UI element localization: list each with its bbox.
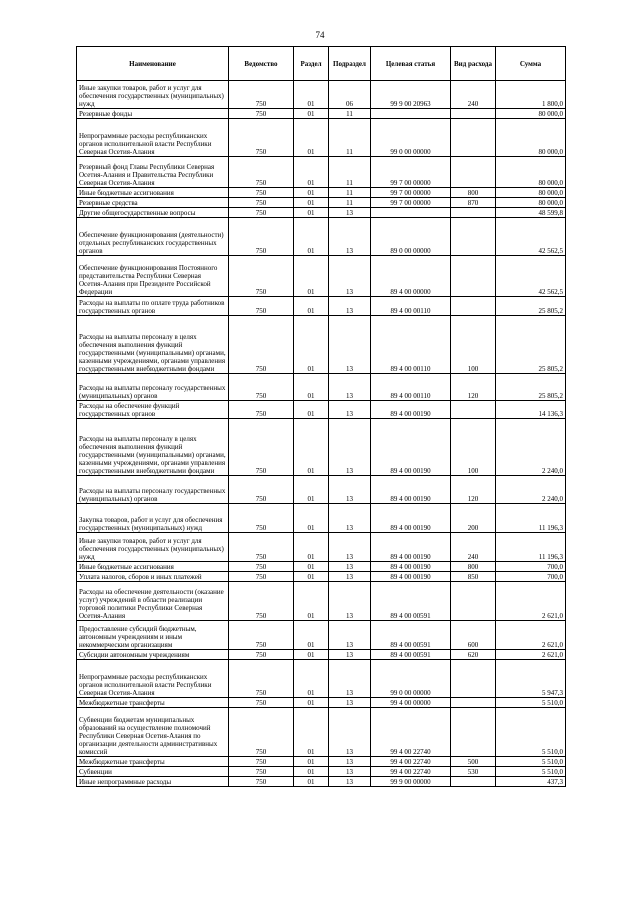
table-row bbox=[77, 81, 566, 109]
header-razdel: Раздел bbox=[294, 47, 329, 81]
row-podrazdel: 13 bbox=[329, 572, 371, 582]
row-name: Резервные средства bbox=[77, 198, 229, 208]
row-name: Субвенции bbox=[77, 767, 229, 777]
row-vid-rashoda: 850 bbox=[451, 572, 496, 582]
table-row bbox=[77, 767, 566, 777]
row-summa: 437,3 bbox=[496, 777, 566, 787]
row-podrazdel: 13 bbox=[329, 621, 371, 650]
row-vid-rashoda bbox=[451, 109, 496, 119]
row-podrazdel: 13 bbox=[329, 698, 371, 708]
row-summa: 11 196,3 bbox=[496, 533, 566, 562]
row-vedomstvo: 750 bbox=[229, 157, 294, 188]
row-podrazdel: 13 bbox=[329, 374, 371, 401]
table-row bbox=[77, 119, 566, 157]
table-row bbox=[77, 757, 566, 767]
table-row bbox=[77, 374, 566, 401]
row-celevaya-statya: 89 4 00 00190 bbox=[371, 533, 451, 562]
row-vid-rashoda bbox=[451, 119, 496, 157]
row-celevaya-statya bbox=[371, 109, 451, 119]
row-vid-rashoda bbox=[451, 698, 496, 708]
row-vedomstvo: 750 bbox=[229, 208, 294, 218]
row-celevaya-statya: 89 4 00 00000 bbox=[371, 256, 451, 297]
row-vedomstvo: 750 bbox=[229, 660, 294, 698]
row-celevaya-statya: 89 4 00 00190 bbox=[371, 401, 451, 419]
row-name: Расходы на обеспечение деятельности (оказание услуг) учреждений в области реализации торговой политики Республики Северная Осетия-Алания bbox=[77, 582, 229, 621]
row-vid-rashoda: 120 bbox=[451, 476, 496, 504]
row-podrazdel: 13 bbox=[329, 708, 371, 757]
row-razdel: 01 bbox=[294, 476, 329, 504]
row-razdel: 01 bbox=[294, 757, 329, 767]
row-summa: 5 510,0 bbox=[496, 708, 566, 757]
table-row bbox=[77, 708, 566, 757]
table-row bbox=[77, 698, 566, 708]
row-vedomstvo: 750 bbox=[229, 476, 294, 504]
row-celevaya-statya: 89 4 00 00190 bbox=[371, 562, 451, 572]
row-vedomstvo: 750 bbox=[229, 582, 294, 621]
row-celevaya-statya: 89 4 00 00190 bbox=[371, 572, 451, 582]
row-vedomstvo: 750 bbox=[229, 698, 294, 708]
table-row bbox=[77, 572, 566, 582]
row-vid-rashoda bbox=[451, 208, 496, 218]
row-vid-rashoda: 800 bbox=[451, 562, 496, 572]
table-row bbox=[77, 419, 566, 476]
row-vedomstvo: 750 bbox=[229, 419, 294, 476]
row-name: Субсидии автономным учреждениям bbox=[77, 650, 229, 660]
row-summa: 2 621,0 bbox=[496, 650, 566, 660]
row-name: Непрограммные расходы республиканских органов исполнительной власти Республики Северная Осетия-Алания bbox=[77, 119, 229, 157]
row-razdel: 01 bbox=[294, 419, 329, 476]
row-name: Уплата налогов, сборов и иных платежей bbox=[77, 572, 229, 582]
row-vid-rashoda: 620 bbox=[451, 650, 496, 660]
row-vid-rashoda: 100 bbox=[451, 419, 496, 476]
row-vid-rashoda bbox=[451, 401, 496, 419]
row-vid-rashoda bbox=[451, 582, 496, 621]
row-vedomstvo: 750 bbox=[229, 81, 294, 109]
row-name: Иные бюджетные ассигнования bbox=[77, 188, 229, 198]
row-razdel: 01 bbox=[294, 188, 329, 198]
row-name: Расходы на выплаты персоналу в целях обеспечения выполнения функций государственными (муниципальными) органами, казенными учреждениями, органами управления государственными внебюджетными фондами bbox=[77, 316, 229, 374]
row-podrazdel: 13 bbox=[329, 316, 371, 374]
row-name: Расходы на выплаты персоналу государственных (муниципальных) органов bbox=[77, 476, 229, 504]
row-vedomstvo: 750 bbox=[229, 374, 294, 401]
table-row bbox=[77, 109, 566, 119]
row-vedomstvo: 750 bbox=[229, 188, 294, 198]
row-name: Расходы на выплаты по оплате труда работников государственных органов bbox=[77, 297, 229, 316]
row-razdel: 01 bbox=[294, 109, 329, 119]
row-celevaya-statya: 99 7 00 00000 bbox=[371, 198, 451, 208]
row-vid-rashoda: 800 bbox=[451, 188, 496, 198]
table-row bbox=[77, 533, 566, 562]
row-vedomstvo: 750 bbox=[229, 316, 294, 374]
row-razdel: 01 bbox=[294, 208, 329, 218]
row-summa: 80 000,0 bbox=[496, 109, 566, 119]
table-row bbox=[77, 198, 566, 208]
row-vedomstvo: 750 bbox=[229, 119, 294, 157]
row-summa: 700,0 bbox=[496, 572, 566, 582]
row-razdel: 01 bbox=[294, 218, 329, 256]
row-summa: 5 510,0 bbox=[496, 767, 566, 777]
row-celevaya-statya: 99 0 00 00000 bbox=[371, 660, 451, 698]
row-podrazdel: 13 bbox=[329, 208, 371, 218]
table-row bbox=[77, 316, 566, 374]
row-vedomstvo: 750 bbox=[229, 533, 294, 562]
row-razdel: 01 bbox=[294, 81, 329, 109]
row-name: Расходы на выплаты персоналу в целях обеспечения выполнения функций государственными (муниципальными) органами, казенными учреждениями, органами управления государственными внебюджетными фондами bbox=[77, 419, 229, 476]
table-row bbox=[77, 504, 566, 533]
header-celevaya-statya: Целевая статья bbox=[371, 47, 451, 81]
row-vedomstvo: 750 bbox=[229, 297, 294, 316]
row-razdel: 01 bbox=[294, 767, 329, 777]
header-name: Наименование bbox=[77, 47, 229, 81]
row-razdel: 01 bbox=[294, 582, 329, 621]
row-vedomstvo: 750 bbox=[229, 572, 294, 582]
row-podrazdel: 13 bbox=[329, 777, 371, 787]
row-summa: 2 240,0 bbox=[496, 476, 566, 504]
row-podrazdel: 11 bbox=[329, 198, 371, 208]
row-vid-rashoda: 240 bbox=[451, 81, 496, 109]
row-summa: 80 000,0 bbox=[496, 198, 566, 208]
row-name: Обеспечение функционирования Постоянного представительства Республики Северная Осетия-Алания при Президенте Российской Федерации bbox=[77, 256, 229, 297]
row-celevaya-statya: 99 0 00 00000 bbox=[371, 119, 451, 157]
header-vedomstvo: Ведомство bbox=[229, 47, 294, 81]
row-razdel: 01 bbox=[294, 256, 329, 297]
row-podrazdel: 13 bbox=[329, 660, 371, 698]
table-row bbox=[77, 208, 566, 218]
row-name: Закупка товаров, работ и услуг для обеспечения государственных (муниципальных) нужд bbox=[77, 504, 229, 533]
row-celevaya-statya: 99 4 00 22740 bbox=[371, 708, 451, 757]
row-celevaya-statya: 99 7 00 00000 bbox=[371, 157, 451, 188]
row-podrazdel: 13 bbox=[329, 504, 371, 533]
row-name: Иные закупки товаров, работ и услуг для обеспечения государственных (муниципальных) нужд bbox=[77, 533, 229, 562]
row-vid-rashoda bbox=[451, 660, 496, 698]
row-celevaya-statya bbox=[371, 208, 451, 218]
table-row bbox=[77, 660, 566, 698]
row-razdel: 01 bbox=[294, 316, 329, 374]
row-summa: 5 510,0 bbox=[496, 757, 566, 767]
row-celevaya-statya: 89 4 00 00190 bbox=[371, 504, 451, 533]
row-vid-rashoda bbox=[451, 777, 496, 787]
row-vedomstvo: 750 bbox=[229, 109, 294, 119]
table-header-row bbox=[77, 47, 566, 81]
row-vedomstvo: 750 bbox=[229, 767, 294, 777]
row-podrazdel: 13 bbox=[329, 419, 371, 476]
row-razdel: 01 bbox=[294, 572, 329, 582]
budget-table bbox=[76, 46, 566, 787]
row-summa: 5 510,0 bbox=[496, 698, 566, 708]
row-summa: 80 000,0 bbox=[496, 188, 566, 198]
row-celevaya-statya: 99 7 00 00000 bbox=[371, 188, 451, 198]
row-name: Резервные фонды bbox=[77, 109, 229, 119]
row-podrazdel: 13 bbox=[329, 476, 371, 504]
row-razdel: 01 bbox=[294, 401, 329, 419]
table-body bbox=[77, 81, 566, 787]
row-celevaya-statya: 99 4 00 00000 bbox=[371, 698, 451, 708]
row-razdel: 01 bbox=[294, 119, 329, 157]
row-vid-rashoda: 600 bbox=[451, 621, 496, 650]
table-row bbox=[77, 256, 566, 297]
row-razdel: 01 bbox=[294, 533, 329, 562]
row-vid-rashoda bbox=[451, 708, 496, 757]
row-celevaya-statya: 89 4 00 00110 bbox=[371, 297, 451, 316]
row-summa: 1 800,0 bbox=[496, 81, 566, 109]
row-podrazdel: 13 bbox=[329, 767, 371, 777]
row-celevaya-statya: 99 9 00 20963 bbox=[371, 81, 451, 109]
row-summa: 48 599,8 bbox=[496, 208, 566, 218]
row-razdel: 01 bbox=[294, 650, 329, 660]
row-vid-rashoda: 530 bbox=[451, 767, 496, 777]
row-vedomstvo: 750 bbox=[229, 256, 294, 297]
table-row bbox=[77, 218, 566, 256]
row-vid-rashoda bbox=[451, 218, 496, 256]
row-podrazdel: 11 bbox=[329, 188, 371, 198]
row-vid-rashoda: 200 bbox=[451, 504, 496, 533]
row-razdel: 01 bbox=[294, 297, 329, 316]
row-razdel: 01 bbox=[294, 660, 329, 698]
row-summa: 80 000,0 bbox=[496, 157, 566, 188]
row-podrazdel: 13 bbox=[329, 582, 371, 621]
row-name: Иные непрограммные расходы bbox=[77, 777, 229, 787]
row-razdel: 01 bbox=[294, 562, 329, 572]
row-razdel: 01 bbox=[294, 698, 329, 708]
row-celevaya-statya: 89 4 00 00190 bbox=[371, 419, 451, 476]
row-name: Межбюджетные трансферты bbox=[77, 757, 229, 767]
row-podrazdel: 13 bbox=[329, 533, 371, 562]
row-summa: 25 805,2 bbox=[496, 297, 566, 316]
row-vid-rashoda: 120 bbox=[451, 374, 496, 401]
row-name: Расходы на обеспечение функций государственных органов bbox=[77, 401, 229, 419]
row-podrazdel: 11 bbox=[329, 157, 371, 188]
table-row bbox=[77, 297, 566, 316]
header-podrazdel: Подраздел bbox=[329, 47, 371, 81]
row-vedomstvo: 750 bbox=[229, 757, 294, 767]
row-vid-rashoda bbox=[451, 256, 496, 297]
row-vid-rashoda: 100 bbox=[451, 316, 496, 374]
row-razdel: 01 bbox=[294, 157, 329, 188]
row-celevaya-statya: 89 4 00 00190 bbox=[371, 476, 451, 504]
row-vedomstvo: 750 bbox=[229, 562, 294, 572]
row-name: Непрограммные расходы республиканских органов исполнительной власти Республики Северная Осетия-Алания bbox=[77, 660, 229, 698]
row-name: Другие общегосударственные вопросы bbox=[77, 208, 229, 218]
table-row bbox=[77, 401, 566, 419]
table-row bbox=[77, 650, 566, 660]
row-celevaya-statya: 99 9 00 00000 bbox=[371, 777, 451, 787]
row-celevaya-statya: 99 4 00 22740 bbox=[371, 767, 451, 777]
row-name: Межбюджетные трансферты bbox=[77, 698, 229, 708]
row-summa: 11 196,3 bbox=[496, 504, 566, 533]
row-summa: 25 805,2 bbox=[496, 374, 566, 401]
row-vid-rashoda: 240 bbox=[451, 533, 496, 562]
row-podrazdel: 13 bbox=[329, 650, 371, 660]
row-vid-rashoda: 870 bbox=[451, 198, 496, 208]
row-podrazdel: 11 bbox=[329, 119, 371, 157]
row-podrazdel: 13 bbox=[329, 256, 371, 297]
row-podrazdel: 13 bbox=[329, 297, 371, 316]
row-summa: 42 562,5 bbox=[496, 218, 566, 256]
row-vid-rashoda: 500 bbox=[451, 757, 496, 767]
row-razdel: 01 bbox=[294, 504, 329, 533]
page-number: 74 bbox=[315, 30, 325, 40]
row-summa: 700,0 bbox=[496, 562, 566, 572]
row-summa: 2 240,0 bbox=[496, 419, 566, 476]
row-summa: 2 621,0 bbox=[496, 621, 566, 650]
row-name: Резервный фонд Главы Республики Северная Осетия-Алания и Правительства Республики Северная Осетия-Алания bbox=[77, 157, 229, 188]
row-summa: 14 136,3 bbox=[496, 401, 566, 419]
row-podrazdel: 13 bbox=[329, 218, 371, 256]
row-celevaya-statya: 99 4 00 22740 bbox=[371, 757, 451, 767]
row-celevaya-statya: 89 4 00 00591 bbox=[371, 621, 451, 650]
row-celevaya-statya: 89 4 00 00110 bbox=[371, 316, 451, 374]
table-row bbox=[77, 157, 566, 188]
row-name: Расходы на выплаты персоналу государственных (муниципальных) органов bbox=[77, 374, 229, 401]
row-vedomstvo: 750 bbox=[229, 650, 294, 660]
table-row bbox=[77, 562, 566, 572]
row-celevaya-statya: 89 4 00 00591 bbox=[371, 650, 451, 660]
row-name: Субвенции бюджетам муниципальных образований на осуществление полномочий Республики Северная Осетия-Алания по организации деятельности административных комиссий bbox=[77, 708, 229, 757]
row-vedomstvo: 750 bbox=[229, 198, 294, 208]
row-razdel: 01 bbox=[294, 621, 329, 650]
table-row bbox=[77, 621, 566, 650]
table-row bbox=[77, 188, 566, 198]
row-summa: 25 805,2 bbox=[496, 316, 566, 374]
row-vedomstvo: 750 bbox=[229, 218, 294, 256]
row-vedomstvo: 750 bbox=[229, 621, 294, 650]
row-razdel: 01 bbox=[294, 198, 329, 208]
row-vid-rashoda bbox=[451, 297, 496, 316]
row-name: Иные закупки товаров, работ и услуг для обеспечения государственных (муниципальных) нужд bbox=[77, 81, 229, 109]
row-vedomstvo: 750 bbox=[229, 708, 294, 757]
row-podrazdel: 11 bbox=[329, 109, 371, 119]
row-vedomstvo: 750 bbox=[229, 777, 294, 787]
row-summa: 80 000,0 bbox=[496, 119, 566, 157]
row-podrazdel: 13 bbox=[329, 401, 371, 419]
row-summa: 5 947,3 bbox=[496, 660, 566, 698]
row-razdel: 01 bbox=[294, 708, 329, 757]
row-vedomstvo: 750 bbox=[229, 401, 294, 419]
row-name: Обеспечение функционирования (деятельности) отдельных республиканских государственных органов bbox=[77, 218, 229, 256]
row-celevaya-statya: 89 4 00 00110 bbox=[371, 374, 451, 401]
row-celevaya-statya: 89 0 00 00000 bbox=[371, 218, 451, 256]
row-razdel: 01 bbox=[294, 374, 329, 401]
row-celevaya-statya: 89 4 00 00591 bbox=[371, 582, 451, 621]
row-summa: 42 562,5 bbox=[496, 256, 566, 297]
table-row bbox=[77, 476, 566, 504]
row-podrazdel: 13 bbox=[329, 757, 371, 767]
row-podrazdel: 13 bbox=[329, 562, 371, 572]
table-row bbox=[77, 582, 566, 621]
row-summa: 2 621,0 bbox=[496, 582, 566, 621]
row-razdel: 01 bbox=[294, 777, 329, 787]
header-summa: Сумма bbox=[496, 47, 566, 81]
row-vid-rashoda bbox=[451, 157, 496, 188]
row-name: Иные бюджетные ассигнования bbox=[77, 562, 229, 572]
table-row bbox=[77, 777, 566, 787]
row-name: Предоставление субсидий бюджетным, автономным учреждениям и иным некоммерческим организациям bbox=[77, 621, 229, 650]
header-vid-rashoda: Вид расхода bbox=[451, 47, 496, 81]
row-podrazdel: 06 bbox=[329, 81, 371, 109]
row-vedomstvo: 750 bbox=[229, 504, 294, 533]
